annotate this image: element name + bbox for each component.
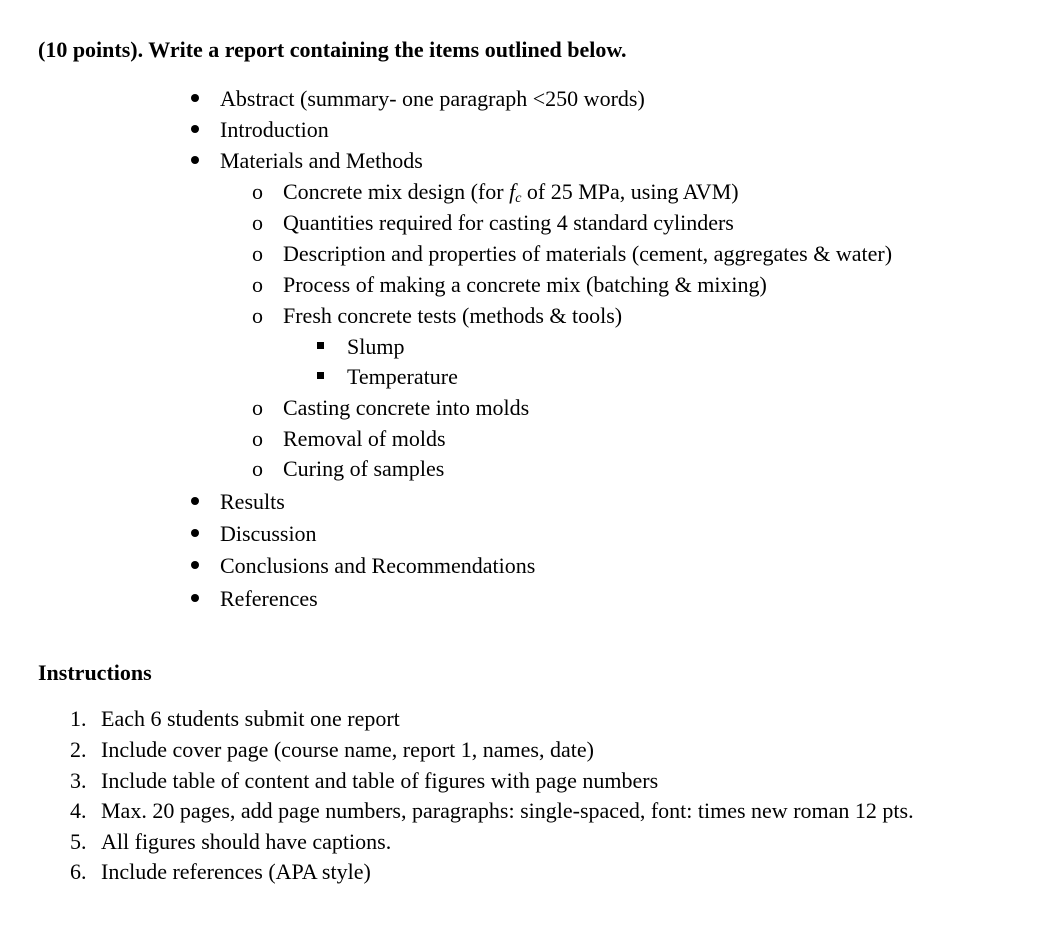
circle-bullet-icon: o: [252, 179, 263, 204]
list-item-label: Discussion: [220, 521, 317, 546]
instructions-heading: Instructions: [38, 660, 152, 685]
circle-bullet-icon: o: [252, 272, 263, 297]
list-item-label: Introduction: [220, 117, 329, 142]
bullet-icon: [191, 156, 199, 164]
list-item-label: Results: [220, 489, 285, 514]
instruction-text: Max. 20 pages, add page numbers, paragraphs: single-spaced, font: times new roman 12 pts.: [101, 798, 914, 823]
circle-bullet-icon: o: [252, 303, 263, 328]
bullet-icon: [191, 497, 199, 505]
list-item-label: Conclusions and Recommendations: [220, 553, 536, 578]
sub-sub-item-label: Slump: [347, 334, 405, 359]
sub-item-label: Removal of molds: [283, 426, 446, 451]
sub-item-label: Concrete mix design (for fc of 25 MPa, using AVM): [283, 179, 739, 206]
instruction-number: 5.: [70, 829, 87, 854]
instruction-number: 4.: [70, 798, 87, 823]
sub-item-label: Casting concrete into molds: [283, 395, 530, 420]
bullet-icon: [191, 529, 199, 537]
list-item-label: Materials and Methods: [220, 148, 423, 173]
instruction-number: 3.: [70, 768, 87, 793]
sub-sub-item-label: Temperature: [347, 364, 458, 389]
square-bullet-icon: [317, 372, 324, 379]
sub-item-label: Curing of samples: [283, 456, 445, 481]
instruction-text: Include table of content and table of figures with page numbers: [101, 768, 659, 793]
sub-item-label: Quantities required for casting 4 standard cylinders: [283, 210, 734, 235]
instruction-text: Include references (APA style): [101, 859, 371, 884]
circle-bullet-icon: o: [252, 395, 263, 420]
assignment-heading: (10 points). Write a report containing the items outlined below.: [38, 37, 627, 62]
bullet-icon: [191, 561, 199, 569]
circle-bullet-icon: o: [252, 241, 263, 266]
sub-item-label: Description and properties of materials (cement, aggregates & water): [283, 241, 893, 266]
bullet-icon: [191, 594, 199, 602]
instruction-number: 6.: [70, 859, 87, 884]
circle-bullet-icon: o: [252, 456, 263, 481]
list-item-label: Abstract (summary- one paragraph <250 words): [220, 86, 645, 111]
sub-item-label: Fresh concrete tests (methods & tools): [283, 303, 623, 328]
instruction-text: Each 6 students submit one report: [101, 706, 400, 731]
instruction-text: Include cover page (course name, report 1, names, date): [101, 737, 594, 762]
instruction-text: All figures should have captions.: [101, 829, 392, 854]
list-item-label: References: [220, 586, 318, 611]
instruction-number: 1.: [70, 706, 87, 731]
bullet-icon: [191, 94, 199, 102]
instruction-number: 2.: [70, 737, 87, 762]
sub-item-label: Process of making a concrete mix (batching & mixing): [283, 272, 767, 297]
circle-bullet-icon: o: [252, 426, 263, 451]
circle-bullet-icon: o: [252, 210, 263, 235]
bullet-icon: [191, 125, 199, 133]
square-bullet-icon: [317, 342, 324, 349]
